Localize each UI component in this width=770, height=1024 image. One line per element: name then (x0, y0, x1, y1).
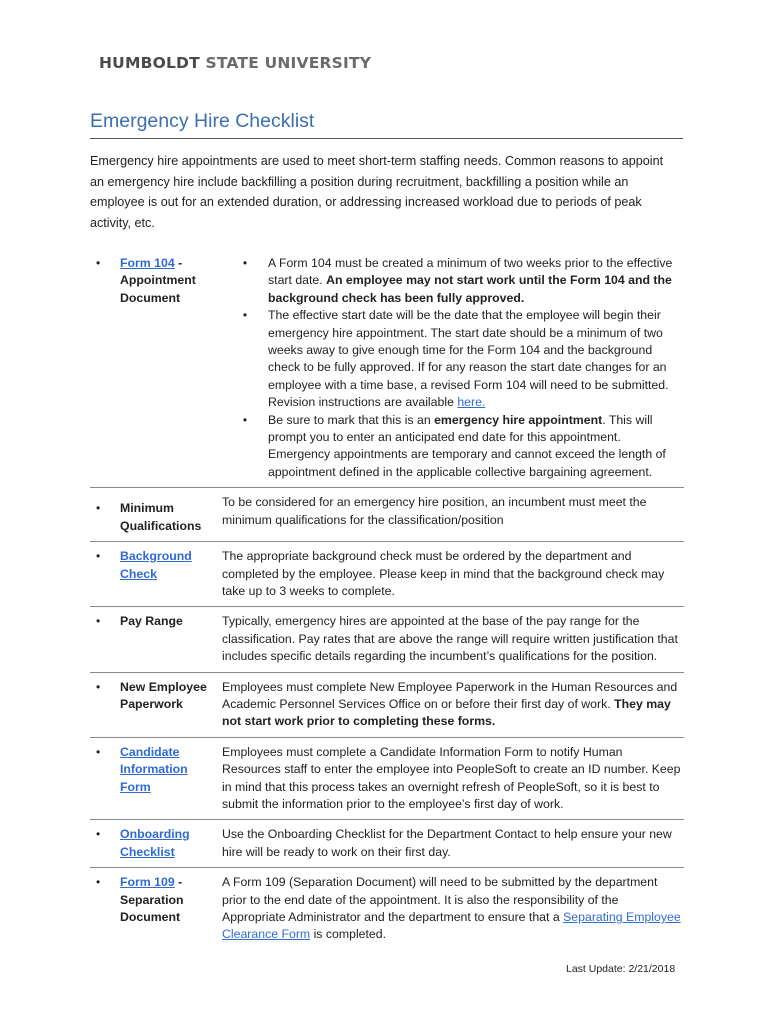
minimum-qualifications-desc: To be considered for an emergency hire position, an incumbent must meet the minimum qualifications for the classification/position (222, 495, 647, 527)
separating-employee-clearance-form-link[interactable]: Separating Employee Clearance Form (222, 910, 681, 942)
onboarding-desc: Use the Onboarding Checklist for the Department Contact to help ensure your new hire will be ready to work on their first day. (222, 827, 672, 859)
bullet-icon: • (242, 256, 248, 270)
checklist-row-new-employee-paperwork (90, 672, 684, 737)
list-item: • A Form 104 must be created a minimum of two weeks prior to the effective start date. An employee may not start work until the Form 104 and the background check has been fully approved. (222, 255, 684, 307)
bullet-icon: • (242, 308, 248, 323)
checklist-row-form104 (90, 255, 684, 488)
form-109-desc: A Form 109 (Separation Document) will need to be submitted by the department prior to the end date of the appointment. It is also the responsibility of the Appropriate Administrator and the department to ensure that a Separating Employee Clearance Form is completed. (222, 875, 681, 942)
form-109-label: - Separation Document (120, 875, 184, 924)
pay-range-desc: Typically, emergency hires are appointed at the base of the pay range for the classification. Pay rates that are above the range will require written justification that includes specific details regarding the incumbent’s qualifications for the position. (222, 614, 678, 664)
revision-instructions-link[interactable]: here. (457, 395, 486, 410)
bullet-icon: • (96, 614, 101, 629)
checklist-row-onboarding (90, 820, 684, 868)
checklist-row-minimum-qualifications (90, 488, 684, 542)
onboarding-checklist-link[interactable]: Onboarding Checklist (120, 827, 190, 859)
list-item: • Be sure to mark that this is an emergency hire appointment. This will prompt you to enter an anticipated end date for this appointment. Emergency appointments are temporary and cannot exceed the length of appointment defined in the applicable collective bargaining agreement. (222, 412, 684, 482)
bullet-icon: • (96, 744, 101, 759)
minimum-qualifications-label: Minimum Qualifications (120, 501, 202, 533)
logo-rest: STATE UNIVERSITY (205, 54, 372, 72)
candidate-information-desc: Employees must complete a Candidate Information Form to notify Human Resources staff to enter the employee into PeopleSoft to create an ID number. Keep in mind that this process takes an overnight refresh of PeopleSoft, so it is best to submit the information prior to the employee’s first day of work. (222, 744, 681, 811)
checklist-row-candidate-information (90, 737, 684, 820)
form-109-link[interactable]: Form 109 (120, 875, 175, 890)
bullet-icon: • (96, 549, 101, 564)
university-logo (99, 54, 371, 72)
checklist-table (90, 255, 684, 950)
pay-range-label: Pay Range (120, 614, 183, 629)
background-check-desc: The appropriate background check must be ordered by the department and completed by the employee. Please keep in mind that the background check may take up to 3 weeks to complete. (222, 549, 665, 598)
form-104-bullets (222, 255, 684, 481)
bullet-icon: • (96, 827, 101, 842)
form-104-link[interactable]: Form 104 (120, 256, 175, 270)
last-update: Last Update: 2/21/2018 (566, 963, 676, 975)
bullet-icon: • (96, 501, 101, 516)
checklist-row-background-check (90, 542, 684, 607)
bullet-icon: • (96, 875, 101, 890)
intro-paragraph: Emergency hire appointments are used to meet short-term staffing needs. Common reasons to appoint an emergency hire include backfilling a position during recruitment, backfilling a position while an employee is out for an extended duration, or addressing increased workload due to periods of peak activity, etc. (90, 154, 664, 230)
background-check-link[interactable]: Background Check (120, 549, 192, 581)
bullet-icon: • (96, 256, 101, 270)
form-104-label: - Appointment Document (120, 256, 196, 305)
list-item: • The effective start date will be the date that the employee will begin their emergency hire appointment. The start date should be a minimum of two weeks away to give enough time for the Form 104 and the background check to be fully approved. If for any reason the start date changes for an employee with a time base, a revised Form 104 will need to be submitted. Revision instructions are available here. (222, 307, 684, 411)
new-employee-paperwork-desc: Employees must complete New Employee Paperwork in the Human Resources and Academic Personnel Services Office on or before their first day of work. They may not start work prior to completing these forms. (222, 679, 678, 729)
checklist-row-pay-range (90, 607, 684, 672)
bullet-icon: • (96, 679, 101, 694)
candidate-information-form-link[interactable]: Candidate Information Form (120, 744, 188, 794)
page-title: Emergency Hire Checklist (90, 110, 683, 139)
logo-bold: HUMBOLDT (99, 54, 200, 72)
checklist-row-form109 (90, 868, 684, 950)
bullet-icon: • (242, 412, 248, 427)
new-employee-paperwork-label: New Employee Paperwork (120, 679, 207, 711)
